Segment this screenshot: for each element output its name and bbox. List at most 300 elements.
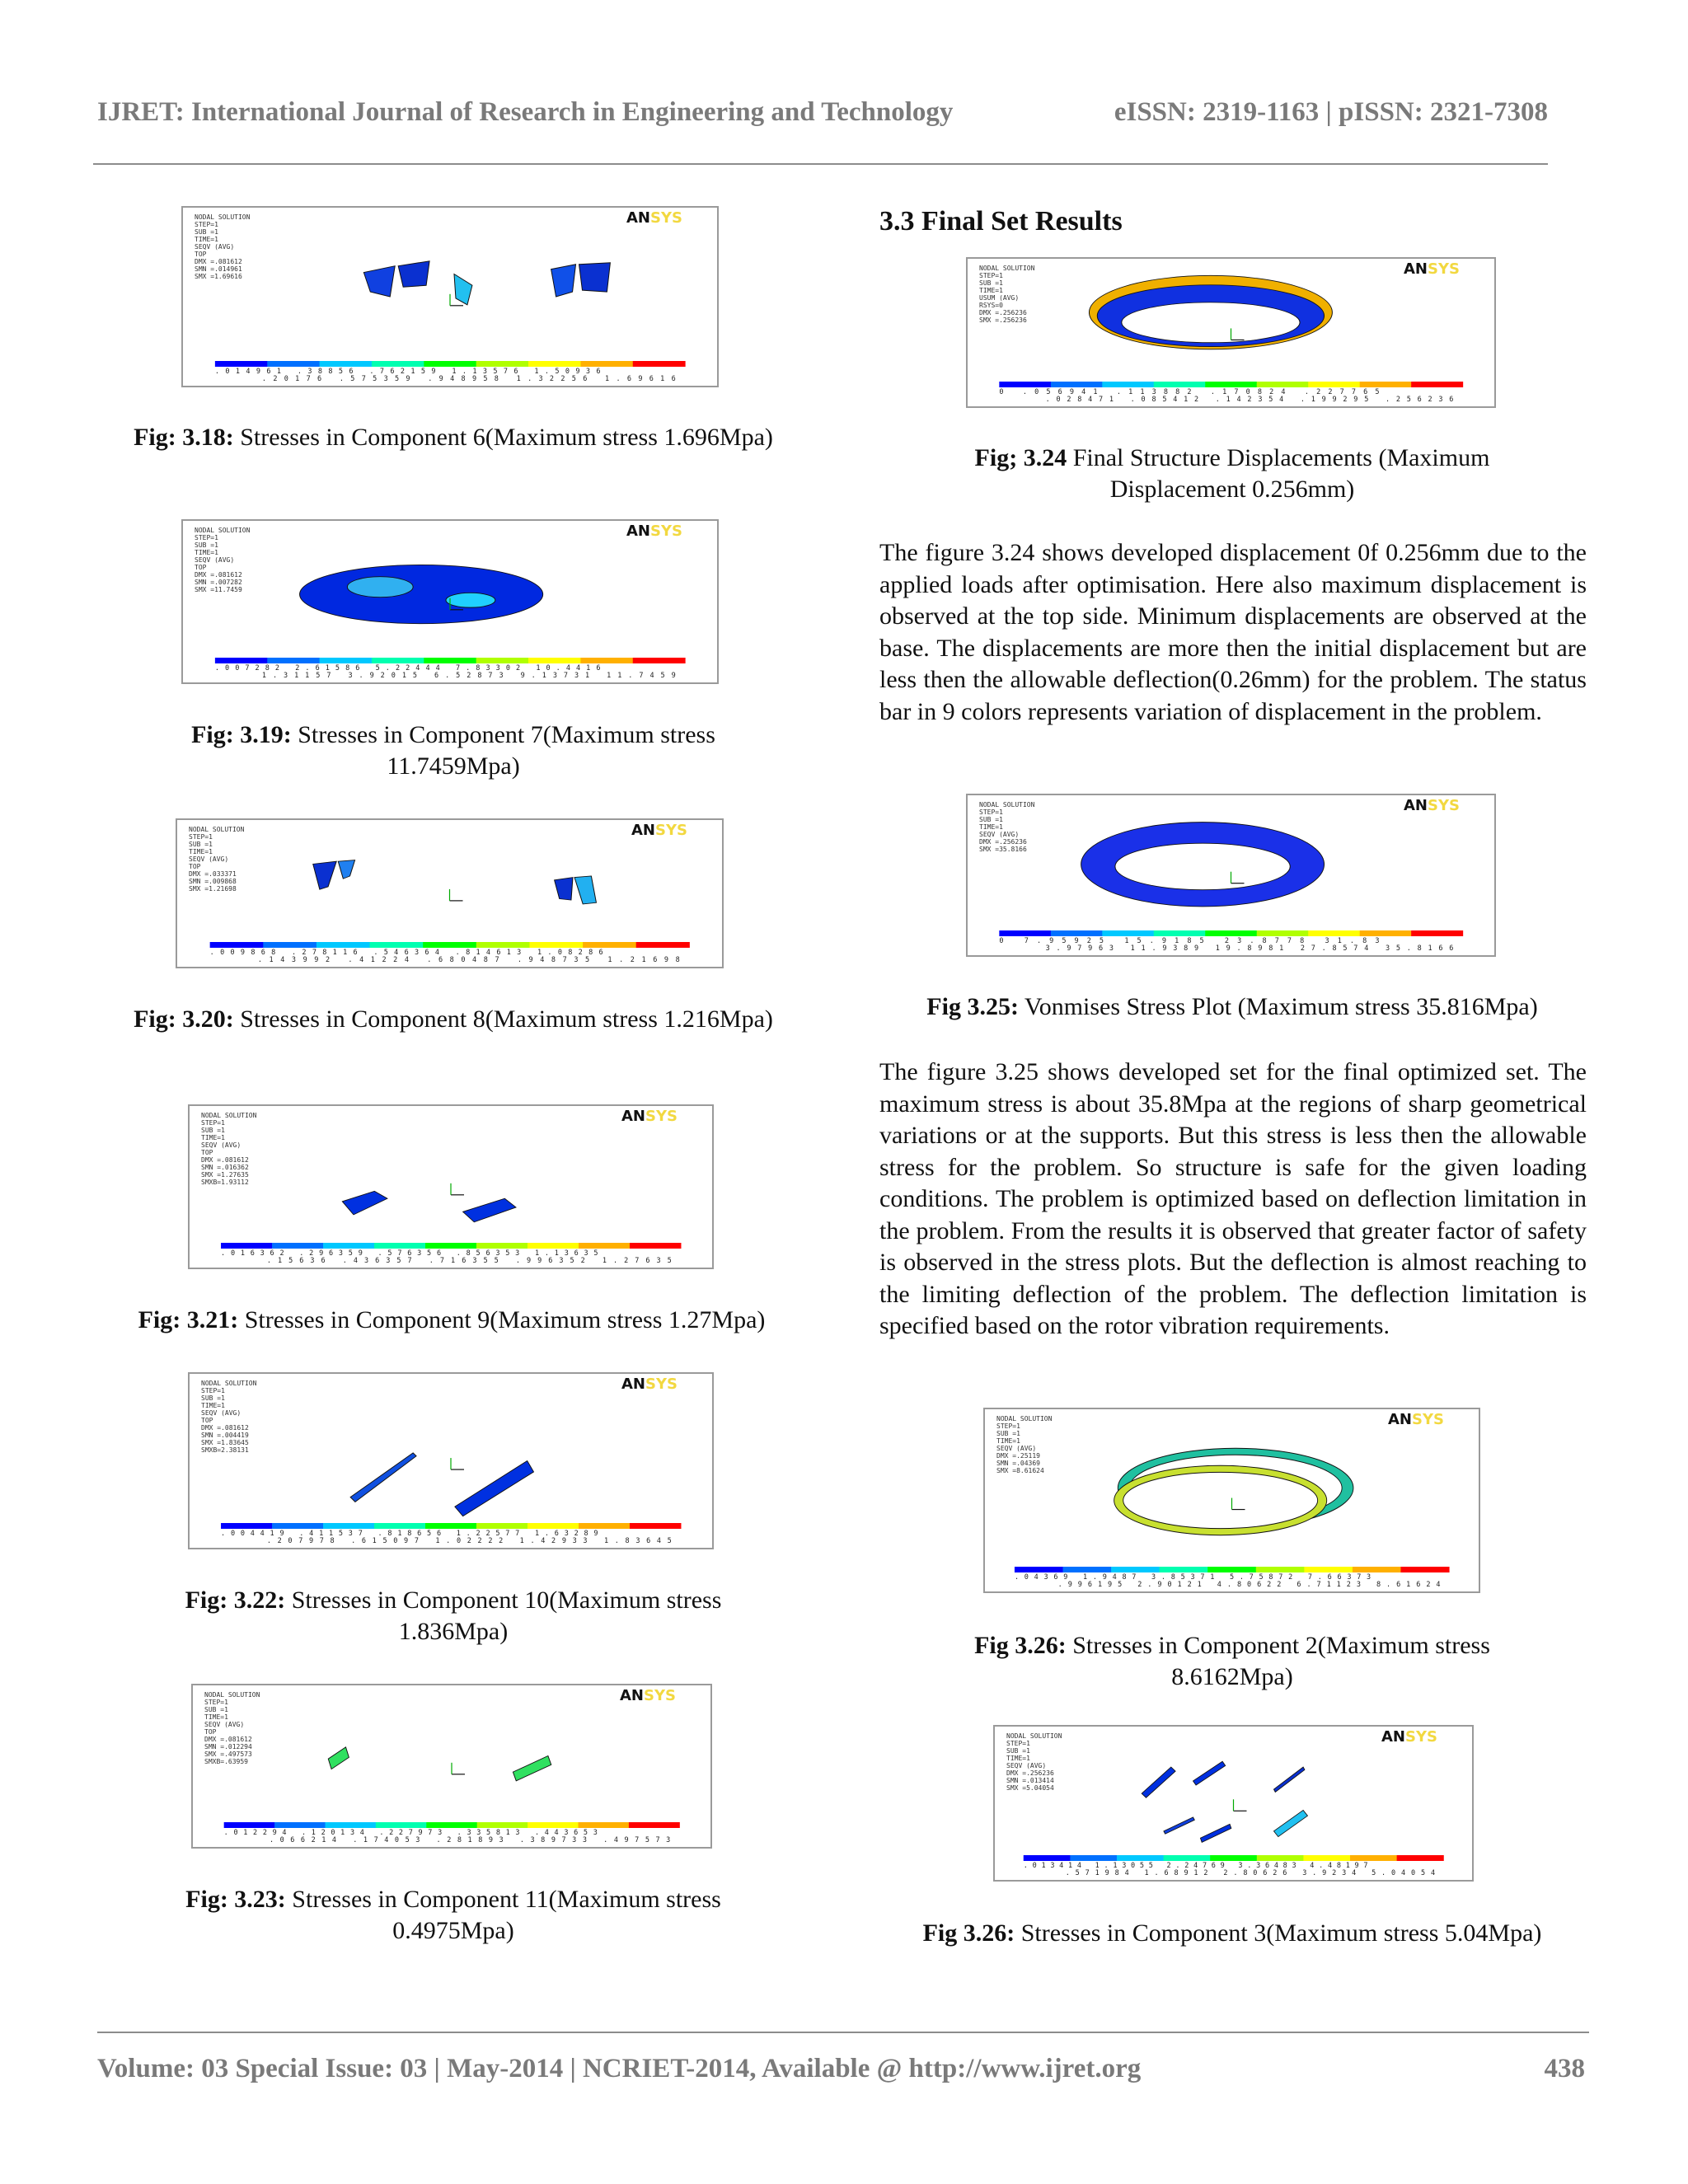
legend-swatch (274, 1822, 326, 1828)
figure-3-19-caption (132, 719, 775, 782)
legend-values-top: 0 7.95925 15.9185 23.8778 31.83 (999, 937, 1380, 945)
plot-info-line: TOP (195, 251, 207, 258)
plot-info-line: SUB =1 (979, 279, 1003, 287)
legend-swatch (1350, 1855, 1397, 1861)
plot-info-line: SUB =1 (979, 816, 1003, 823)
caption-label: Fig 3.25: (926, 993, 1019, 1020)
fea-plot-svg (183, 521, 717, 682)
ansys-logo: ANSYS (631, 822, 687, 839)
ansys-logo: ANSYS (1404, 260, 1460, 278)
figure-3-26-component-3-plot (993, 1725, 1474, 1882)
model-part (313, 861, 336, 889)
plot-info-line: SMX =8.61624 (996, 1467, 1044, 1474)
plot-info-line: DMX =.081612 (201, 1424, 249, 1432)
caption-text: Stresses in Component 11(Maximum stress 0.4975Mpa) (292, 1886, 721, 1944)
legend-swatch (1308, 930, 1360, 936)
plot-info-line: SMX =11.7459 (195, 586, 242, 593)
figure-3-26-component-2-caption (915, 1630, 1550, 1693)
legend-swatch (374, 1523, 425, 1529)
model-part (1200, 1824, 1231, 1842)
legend-swatch (215, 658, 268, 663)
model-part (1123, 1472, 1318, 1528)
legend-swatch (320, 658, 373, 663)
legend-swatch (323, 1243, 374, 1249)
ansys-logo: ANSYS (626, 209, 682, 227)
model-part (1115, 843, 1290, 889)
legend-swatch (633, 361, 686, 367)
model-part (551, 265, 576, 297)
ansys-logo: ANSYS (1381, 1728, 1437, 1746)
plot-info-line: SMXB=2.38131 (201, 1446, 249, 1454)
legend-swatch (424, 658, 476, 663)
journal-name: IJRET: International Journal of Research in Engineering and Technology (97, 97, 954, 127)
ansys-logo: ANSYS (626, 523, 682, 540)
plot-info-line: SMN =.009868 (189, 878, 237, 885)
figure-3-24-caption (915, 443, 1550, 505)
model-part (398, 261, 429, 287)
legend-swatch (633, 658, 686, 663)
legend-values-top: .016362 .296359 .576356 .856353 1.13635 (221, 1249, 598, 1258)
legend-swatch (1164, 1855, 1211, 1861)
plot-info-line: SMN =.007282 (195, 579, 242, 586)
legend-swatch (1210, 1855, 1257, 1861)
legend-swatch (1117, 1855, 1164, 1861)
legend-values-bottom: .996195 2.90121 4.80622 6.71123 8.61624 (1057, 1581, 1441, 1589)
plot-info-line: SMX =1.21698 (189, 885, 237, 893)
caption-label: Fig: 3.21: (138, 1306, 239, 1333)
model-part (338, 860, 354, 879)
legend-values-top: 0 .056941 .113882 .170824 .227765 (999, 388, 1380, 396)
legend-swatch (1360, 930, 1412, 936)
model-part (1273, 1810, 1307, 1836)
header-rule (93, 163, 1548, 165)
ansys-logo: ANSYS (621, 1108, 678, 1125)
legend-values-bottom: 3.97963 11.9389 19.8981 27.8574 35.8166 (1045, 944, 1454, 953)
legend-swatch (426, 1822, 477, 1828)
plot-info-line: SUB =1 (204, 1706, 228, 1713)
plot-info-line: SEQV (AVG) (1006, 1762, 1047, 1769)
caption-text: Stresses in Component 8(Maximum stress 1.216Mpa) (240, 1005, 773, 1033)
legend-swatch (425, 1243, 476, 1249)
legend-swatch (1205, 382, 1257, 387)
legend-swatch (580, 658, 633, 663)
legend-swatch (1257, 1855, 1304, 1861)
legend-swatch (1102, 382, 1154, 387)
plot-info-line: SMX =1.69616 (195, 273, 242, 280)
plot-info-line: DMX =.081612 (195, 571, 242, 579)
plot-info-line: NODAL SOLUTION (204, 1691, 260, 1699)
legend-swatch (272, 1243, 323, 1249)
legend-swatch (215, 361, 268, 367)
fea-model (1114, 1448, 1353, 1535)
legend-swatch (221, 1243, 272, 1249)
caption-label: Fig: 3.18: (134, 424, 234, 451)
legend-swatch (1257, 382, 1309, 387)
legend-swatch (323, 1523, 374, 1529)
page-number: 438 (1544, 2054, 1585, 2083)
plot-info-line: SEQV (AVG) (996, 1445, 1037, 1452)
model-part (1193, 1761, 1226, 1785)
page-header (97, 97, 1548, 140)
fea-model (1089, 275, 1332, 349)
model-part (342, 1191, 387, 1215)
plot-info-line: SMX =.256236 (979, 316, 1027, 324)
plot-info-line: TOP (201, 1417, 213, 1424)
legend-values-bottom: .15636 .436357 .716355 .996352 1.27635 (266, 1257, 672, 1265)
plot-info-line: SMN =.014961 (195, 265, 242, 273)
model-part (1164, 1817, 1194, 1834)
plot-info-line: SEQV (AVG) (204, 1721, 245, 1728)
legend-swatch (372, 361, 424, 367)
plot-info-line: NODAL SOLUTION (195, 213, 251, 221)
plot-info-line: NODAL SOLUTION (189, 826, 245, 833)
plot-info-line: STEP=1 (996, 1422, 1020, 1430)
legend-swatch (1070, 1855, 1117, 1861)
fea-model (313, 860, 597, 904)
plot-info-line: STEP=1 (195, 221, 218, 228)
plot-info-line: TIME=1 (996, 1437, 1020, 1445)
figure-3-22-caption (132, 1585, 775, 1647)
plot-info-line: STEP=1 (979, 272, 1003, 279)
plot-info-line: SMXB=.63959 (204, 1758, 248, 1765)
plot-info-line: SEQV (AVG) (195, 556, 235, 564)
plot-info-line: STEP=1 (1006, 1740, 1030, 1747)
legend-values-top: .013414 1.13055 2.24769 3.36483 4.48197 (1023, 1862, 1368, 1870)
legend-swatch (1102, 930, 1154, 936)
legend-values-bottom: .066214 .174053 .281893 .389733 .497573 (269, 1836, 671, 1844)
legend-values-bottom: .20176 .575359 .948958 1.32256 1.69616 (261, 375, 676, 383)
figure-3-26-component-3-caption (874, 1918, 1591, 1949)
caption-label: Fig: 3.23: (185, 1886, 286, 1913)
fea-plot-svg (985, 1409, 1479, 1591)
legend-swatch (370, 942, 424, 948)
model-part (454, 274, 472, 305)
legend-swatch (528, 1822, 579, 1828)
plot-info-line: TIME=1 (195, 236, 218, 243)
caption-label: Fig: 3.22: (185, 1586, 286, 1614)
figure-3-21-plot (188, 1104, 714, 1269)
fea-plot-svg (183, 208, 717, 386)
legend-swatch (1063, 1567, 1112, 1572)
legend-values-bottom: .571984 1.68912 2.80626 3.9234 5.04054 (1065, 1869, 1436, 1877)
legend-swatch (629, 1822, 680, 1828)
model-part (1142, 1767, 1175, 1797)
legend-swatch (476, 361, 529, 367)
legend-swatch (210, 942, 264, 948)
figure-3-26-component-2-plot (983, 1408, 1480, 1593)
fea-model (350, 1453, 533, 1516)
plot-info-line: SEQV (AVG) (195, 243, 235, 251)
legend-values-bottom: .207978 .615097 1.02222 1.42933 1.83645 (266, 1537, 672, 1545)
ansys-logo: ANSYS (621, 1376, 678, 1393)
legend-swatch (263, 942, 316, 948)
plot-info-line: SMN =.012294 (204, 1743, 252, 1750)
plot-info-line: SUB =1 (201, 1127, 225, 1134)
legend-swatch (423, 942, 476, 948)
fea-plot-svg (968, 259, 1494, 406)
legend-swatch (372, 658, 424, 663)
plot-info-line: SEQV (AVG) (201, 1141, 241, 1149)
legend-values-top: .012294 .120134 .227973 .335813 .443653 (223, 1829, 598, 1837)
legend-swatch (1353, 1567, 1401, 1572)
fea-model (342, 1191, 516, 1221)
model-part (574, 876, 596, 904)
legend-values-top: .007282 2.61586 5.22444 7.83302 10.4416 (214, 664, 601, 673)
figure-3-25-caption (882, 991, 1582, 1023)
legend-swatch (320, 361, 373, 367)
legend-values-top: .004419 .411537 .818656 1.22577 1.63289 (221, 1530, 598, 1538)
plot-info-line: DMX =.081612 (195, 258, 242, 265)
plot-info-line: TOP (195, 564, 207, 571)
fea-model (300, 565, 543, 623)
plot-info-line: USUM (AVG) (979, 294, 1020, 302)
model-part (455, 1461, 534, 1516)
legend-swatch (325, 1822, 376, 1828)
legend-swatch (1160, 1567, 1208, 1572)
caption-label: Fig; 3.24 (974, 444, 1067, 471)
legend-swatch (272, 1523, 323, 1529)
plot-info-line: TIME=1 (189, 848, 213, 855)
plot-info-line: STEP=1 (201, 1387, 225, 1394)
fea-plot-svg (193, 1685, 710, 1847)
legend-swatch (579, 1523, 630, 1529)
legend-swatch (583, 942, 636, 948)
footer-rule (97, 2032, 1589, 2033)
fea-model (328, 1747, 551, 1781)
plot-info-line: NODAL SOLUTION (201, 1112, 257, 1119)
plot-info-line: DMX =.256236 (1006, 1769, 1054, 1777)
model-part (300, 565, 543, 623)
section-title: 3.3 Final Set Results (879, 206, 1123, 237)
legend-swatch (1051, 382, 1103, 387)
model-part (463, 1198, 516, 1222)
plot-info-line: NODAL SOLUTION (996, 1415, 1053, 1422)
figure-3-20-caption (132, 1004, 775, 1035)
paragraph-displacement: The figure 3.24 shows developed displacement 0f 0.256mm due to the applied loads after optimisation. Here also maximum displacement is observed at the top side. Minimum displacements are observed at the base. The displacements are more then the initial displacement but are less then the allowable deflection(0.26mm) for the problem. The status bar in 9 colors represents variation of displacement in the problem. (879, 539, 1587, 725)
caption-text: Stresses in Component 10(Maximum stress 1.836Mpa) (291, 1586, 722, 1645)
plot-info-line: NODAL SOLUTION (201, 1380, 257, 1387)
plot-info-line: TIME=1 (201, 1134, 225, 1141)
legend-swatch (1024, 1855, 1071, 1861)
figure-3-18-plot (181, 206, 719, 387)
plot-info-line: SUB =1 (1006, 1747, 1030, 1755)
issn: eISSN: 2319-1163 | pISSN: 2321-7308 (1114, 97, 1548, 127)
legend-swatch (580, 361, 633, 367)
figure-3-22-plot (188, 1372, 714, 1549)
legend-swatch (528, 361, 581, 367)
legend-swatch (630, 1523, 681, 1529)
fea-plot-svg (177, 820, 722, 967)
plot-info-line: SMXB=1.93112 (201, 1179, 249, 1186)
figure-3-25-plot (966, 794, 1496, 957)
legend-swatch (1154, 382, 1206, 387)
plot-info-line: RSYS=0 (979, 302, 1003, 309)
caption-text: Final Structure Displacements (Maximum Displacement 0.256mm) (1072, 444, 1490, 503)
legend-swatch (528, 658, 581, 663)
plot-info-line: DMX =.081612 (204, 1736, 252, 1743)
legend-swatch (1411, 382, 1463, 387)
fea-model (1081, 823, 1325, 907)
legend-swatch (221, 1523, 272, 1529)
legend-swatch (476, 658, 529, 663)
figure-3-19-plot (181, 519, 719, 684)
fea-plot-svg (968, 795, 1494, 955)
plot-info-line: SMX =.497573 (204, 1750, 252, 1758)
figure-3-21-caption (97, 1305, 806, 1336)
plot-info-line: SMN =.04369 (996, 1460, 1040, 1467)
fea-model (363, 261, 610, 305)
plot-info-line: STEP=1 (201, 1119, 225, 1127)
caption-text: Stresses in Component 9(Maximum stress 1.27Mpa) (244, 1306, 766, 1333)
legend-swatch (1360, 382, 1412, 387)
plot-info-line: SMN =.016362 (201, 1164, 249, 1171)
plot-info-line: TIME=1 (201, 1402, 225, 1409)
legend-swatch (1400, 1567, 1449, 1572)
figure-3-18-caption (132, 422, 775, 453)
plot-info-line: DMX =.081612 (201, 1156, 249, 1164)
legend-swatch (1308, 382, 1360, 387)
plot-info-line: TOP (201, 1149, 213, 1156)
legend-swatch (999, 382, 1051, 387)
legend-swatch (1207, 1567, 1256, 1572)
plot-info-line: DMX =.25119 (996, 1452, 1040, 1460)
model-part (446, 593, 495, 607)
legend-values-top: .014961 .38856 .762159 1.13576 1.50936 (214, 368, 601, 376)
plot-info-line: NODAL SOLUTION (1006, 1732, 1062, 1740)
caption-label: Fig: 3.19: (191, 721, 292, 748)
figure-3-23-plot (191, 1684, 712, 1849)
plot-info-line: SMN =.013414 (1006, 1777, 1054, 1784)
model-part (555, 878, 573, 901)
legend-values-bottom: .143992 .41224 .680487 .948735 1.21698 (257, 956, 680, 964)
legend-swatch (1154, 930, 1206, 936)
legend-swatch (267, 658, 320, 663)
legend-swatch (316, 942, 370, 948)
plot-info-line: SMX =1.83645 (201, 1439, 249, 1446)
caption-label: Fig 3.26: (974, 1632, 1067, 1659)
legend-swatch (1303, 1855, 1350, 1861)
legend-swatch (476, 1243, 528, 1249)
legend-swatch (579, 1822, 630, 1828)
fea-plot-svg (190, 1374, 712, 1548)
model-part (328, 1747, 349, 1769)
figure-3-23-caption (132, 1884, 775, 1947)
plot-info-line: TIME=1 (979, 823, 1003, 831)
plot-info-line: STEP=1 (204, 1699, 228, 1706)
model-part (1122, 302, 1300, 343)
plot-info-line: TOP (204, 1728, 217, 1736)
caption-label: Fig 3.26: (922, 1919, 1015, 1947)
fea-plot-svg (190, 1106, 712, 1268)
page-footer (97, 2054, 1585, 2084)
legend-swatch (999, 930, 1051, 936)
legend-swatch (1051, 930, 1103, 936)
plot-info-line: TIME=1 (204, 1713, 228, 1721)
caption-text: Vonmises Stress Plot (Maximum stress 35.816Mpa) (1024, 993, 1538, 1020)
legend-swatch (374, 1243, 425, 1249)
plot-info-line: SEQV (AVG) (201, 1409, 241, 1417)
plot-info-line: SUB =1 (195, 541, 218, 549)
legend-swatch (1304, 1567, 1353, 1572)
caption-text: Stresses in Component 2(Maximum stress 8.6162Mpa) (1072, 1632, 1490, 1690)
plot-info-line: SUB =1 (195, 228, 218, 236)
model-part (347, 577, 413, 598)
legend-values-bottom: .028471 .085412 .142354 .199295 .256236 (1045, 396, 1454, 404)
plot-info-line: SMN =.004419 (201, 1432, 249, 1439)
caption-text: Stresses in Component 3(Maximum stress 5.04Mpa) (1020, 1919, 1542, 1947)
legend-swatch (528, 1523, 579, 1529)
legend-swatch (636, 942, 690, 948)
legend-values-bottom: 1.31157 3.92015 6.52873 9.13731 11.7459 (261, 672, 676, 680)
model-part (513, 1756, 551, 1781)
plot-info-line: DMX =.256236 (979, 309, 1027, 316)
ansys-logo: ANSYS (1388, 1411, 1444, 1428)
legend-values-top: .009868 .278116 .546364 .814613 1.08286 (209, 949, 603, 957)
plot-info-line: DMX =.033371 (189, 870, 237, 878)
plot-info-line: SEQV (AVG) (189, 855, 229, 863)
fea-model (1142, 1761, 1307, 1842)
plot-info-line: TOP (189, 863, 201, 870)
model-part (579, 263, 611, 292)
legend-swatch (1205, 930, 1257, 936)
plot-info-line: SEQV (AVG) (979, 831, 1020, 838)
legend-swatch (579, 1243, 630, 1249)
legend-swatch (425, 1523, 476, 1529)
ansys-logo: ANSYS (1404, 797, 1460, 814)
legend-swatch (424, 361, 476, 367)
plot-info-line: STEP=1 (189, 833, 213, 841)
caption-text: Stresses in Component 7(Maximum stress 11.7459Mpa) (298, 721, 715, 780)
legend-swatch (1015, 1567, 1063, 1572)
legend-swatch (476, 1523, 528, 1529)
model-part (350, 1453, 416, 1502)
plot-info-line: TIME=1 (195, 549, 218, 556)
plot-info-line: SUB =1 (996, 1430, 1020, 1437)
legend-swatch (630, 1243, 681, 1249)
caption-text: Stresses in Component 6(Maximum stress 1.696Mpa) (240, 424, 773, 451)
plot-info-line: NODAL SOLUTION (195, 527, 251, 534)
plot-info-line: SMX =35.8166 (979, 846, 1027, 853)
legend-swatch (267, 361, 320, 367)
figure-3-20-plot (176, 818, 724, 968)
plot-info-line: DMX =.256236 (979, 838, 1027, 846)
plot-info-line: SMX =1.27635 (201, 1171, 249, 1179)
plot-info-line: STEP=1 (195, 534, 218, 541)
plot-info-line: SMX =5.04054 (1006, 1784, 1054, 1792)
plot-info-line: NODAL SOLUTION (979, 265, 1035, 272)
ansys-logo: ANSYS (620, 1687, 676, 1704)
plot-info-line: TIME=1 (979, 287, 1003, 294)
legend-swatch (376, 1822, 427, 1828)
plot-info-line: TIME=1 (1006, 1755, 1030, 1762)
legend-swatch (476, 942, 530, 948)
legend-swatch (528, 1243, 579, 1249)
plot-info-line: STEP=1 (979, 808, 1003, 816)
fea-plot-svg (995, 1727, 1472, 1880)
legend-swatch (1111, 1567, 1160, 1572)
figure-3-24-plot (966, 257, 1496, 408)
plot-info-line: SUB =1 (201, 1394, 225, 1402)
legend-swatch (1256, 1567, 1305, 1572)
caption-label: Fig: 3.20: (134, 1005, 234, 1033)
legend-swatch (1411, 930, 1463, 936)
legend-values-top: .04369 1.9487 3.85371 5.75872 7.66373 (1014, 1573, 1372, 1582)
volume-info: Volume: 03 Special Issue: 03 | May-2014 | NCRIET-2014, Available @ http://www.ijret.org (97, 2054, 1142, 2083)
legend-swatch (477, 1822, 528, 1828)
legend-swatch (529, 942, 583, 948)
model-part (363, 266, 395, 297)
plot-info-line: NODAL SOLUTION (979, 801, 1035, 808)
